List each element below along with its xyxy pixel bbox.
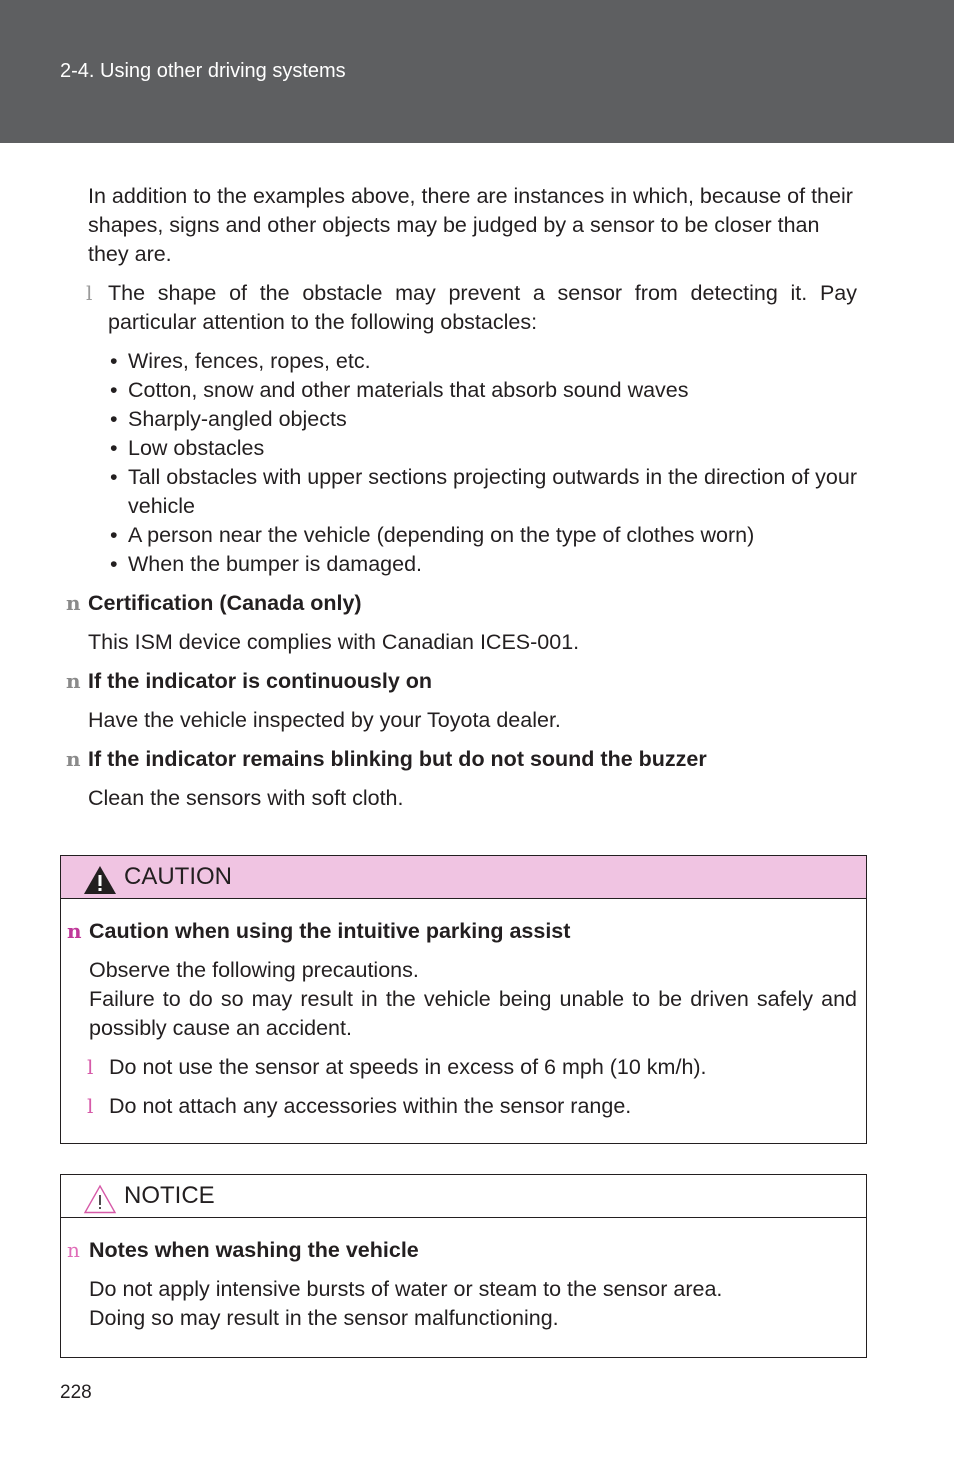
notice-heading: [61, 1236, 857, 1265]
shape-note: The shape of the obstacle may prevent a sensor from detecting it. Pay particular attention to the following obstacles:: [108, 281, 857, 334]
main-content: [60, 182, 857, 823]
warning-triangle-icon: [83, 865, 117, 895]
notice-heading-text: Notes when washing the vehicle: [89, 1238, 419, 1262]
obstacle-item: • Cotton, snow and other materials that absorb sound waves: [108, 376, 857, 405]
notice-line1: Do not apply intensive bursts of water or steam to the sensor area.: [89, 1277, 723, 1301]
intro-paragraph: In addition to the examples above, there are instances in which, because of their shapes, signs and other objects may be judged by a sensor to be closer than they are.: [88, 184, 853, 266]
section-title-indicator-blinking: If the indicator remains blinking but do not sound the buzzer: [88, 747, 707, 771]
caution-header: [61, 856, 866, 899]
section-body: This ISM device complies with Canadian ICES-001.: [88, 630, 580, 654]
caution-body: [61, 899, 866, 1121]
notice-body: [61, 1218, 866, 1333]
section-title: 2-4. Using other driving systems: [60, 60, 346, 82]
section-heading: [60, 589, 857, 618]
notice-triangle-icon: [83, 1184, 117, 1214]
list-marker: l: [87, 1055, 94, 1079]
caution-line1: Observe the following precautions.: [89, 958, 419, 982]
list-item: [60, 279, 857, 337]
page-header: [0, 0, 954, 143]
caution-item: [61, 1053, 857, 1082]
notice-header: [61, 1175, 866, 1218]
obstacle-item: • Sharply-angled objects: [108, 405, 857, 434]
notice-label: NOTICE: [124, 1182, 215, 1209]
section-title-certification: Certification (Canada only): [88, 591, 362, 615]
list-marker: l: [86, 281, 93, 305]
caution-line2: Failure to do so may result in the vehicle being unable to be driven safely and possibly cause an accident.: [89, 987, 857, 1040]
obstacle-item: • A person near the vehicle (depending on the type of clothes worn): [108, 521, 857, 550]
obstacle-item: • Tall obstacles with upper sections projecting outwards in the direction of your vehicle: [108, 463, 857, 521]
page-number: 228: [60, 1382, 92, 1403]
notice-box: [60, 1174, 867, 1358]
caution-heading: [61, 917, 857, 946]
caution-item-text: Do not use the sensor at speeds in excess of 6 mph (10 km/h).: [109, 1055, 707, 1079]
section-body: Clean the sensors with soft cloth.: [88, 786, 404, 810]
section-body: Have the vehicle inspected by your Toyota dealer.: [88, 708, 561, 732]
obstacle-list: [60, 347, 857, 579]
heading-marker: n: [67, 1238, 80, 1262]
notice-line2: Doing so may result in the sensor malfunctioning.: [89, 1306, 559, 1330]
heading-marker: n: [67, 919, 82, 943]
caution-label: CAUTION: [124, 863, 232, 890]
heading-marker: n: [66, 669, 81, 693]
section-heading: [60, 667, 857, 696]
obstacle-item: • Low obstacles: [108, 434, 857, 463]
list-marker: l: [87, 1094, 94, 1118]
caution-box: [60, 855, 867, 1144]
obstacle-item: • Wires, fences, ropes, etc.: [108, 347, 857, 376]
section-heading: [60, 745, 857, 774]
caution-heading-text: Caution when using the intuitive parking assist: [89, 919, 571, 943]
section-title-indicator-on: If the indicator is continuously on: [88, 669, 433, 693]
heading-marker: n: [66, 747, 81, 771]
caution-item: [61, 1092, 857, 1121]
obstacle-item: • When the bumper is damaged.: [108, 550, 857, 579]
caution-item-text: Do not attach any accessories within the sensor range.: [109, 1094, 632, 1118]
heading-marker: n: [66, 591, 81, 615]
